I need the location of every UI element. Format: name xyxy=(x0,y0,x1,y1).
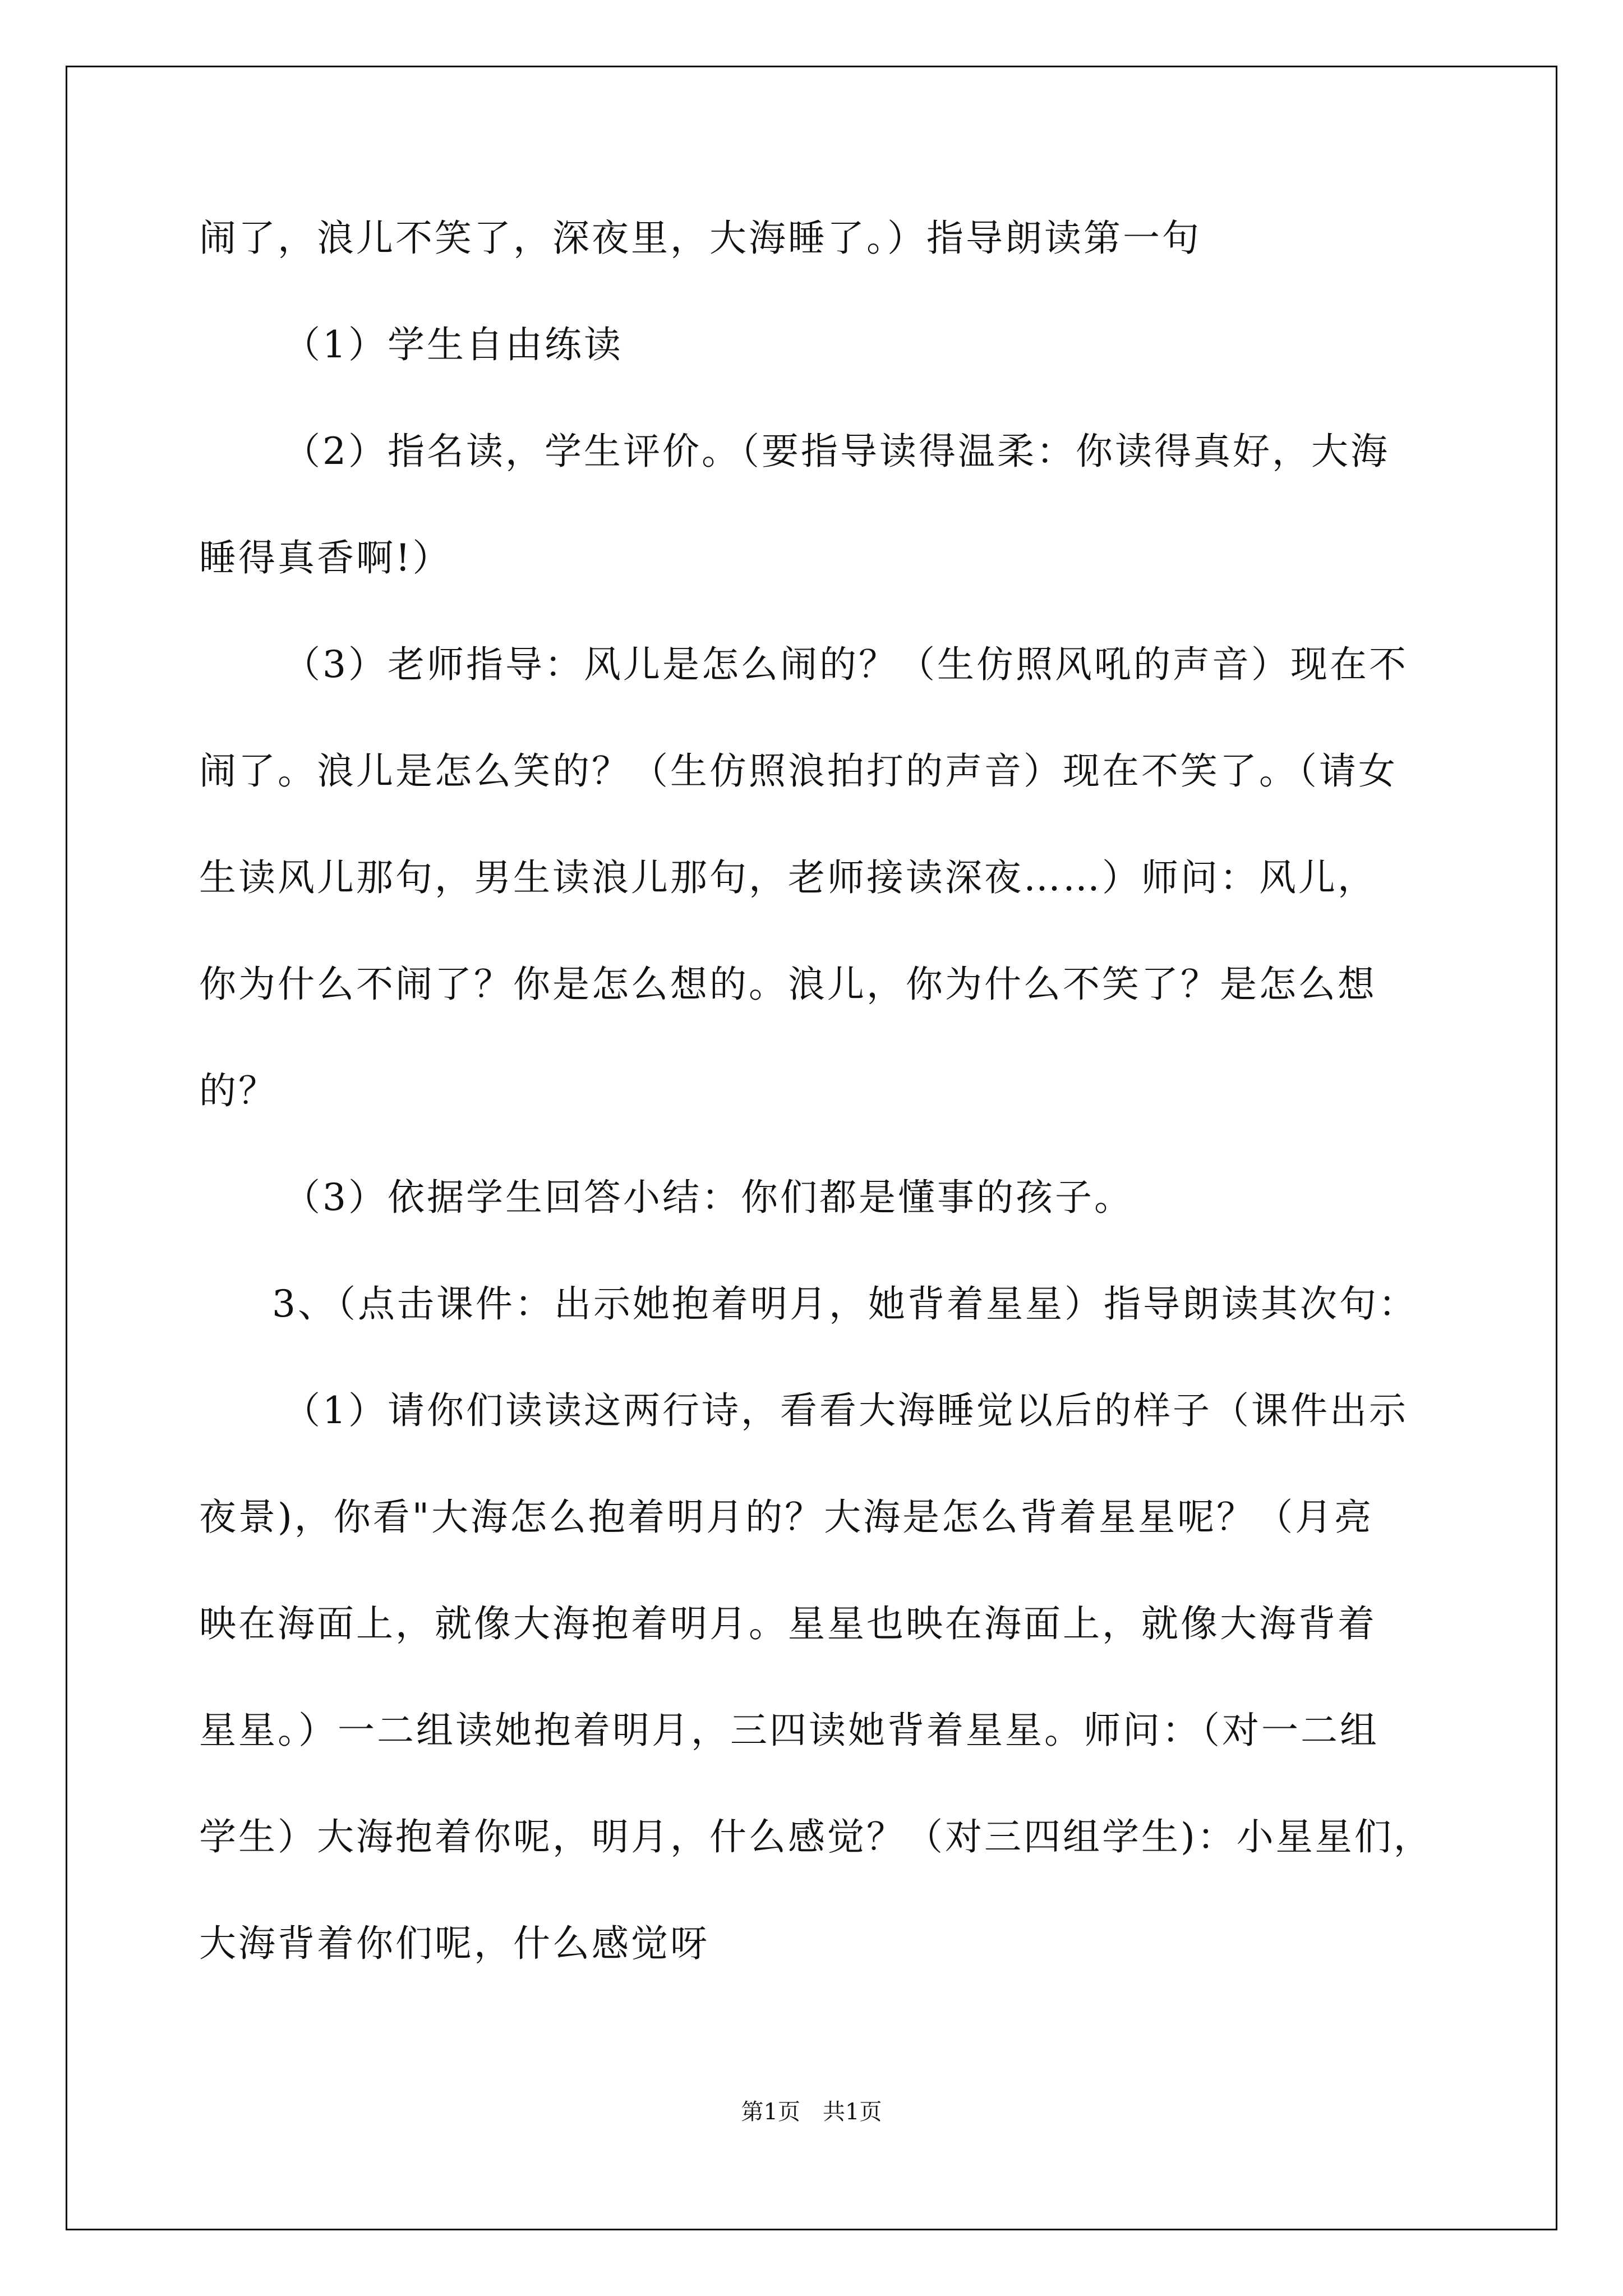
text-line: 3、（点击课件：出示她抱着明月，她背着星星）指导朗读其次句： xyxy=(272,1282,1418,1326)
text-line: 睡得真香啊!） xyxy=(199,536,452,579)
text-line: （1）请你们读读这两行诗，看看大海睡觉以后的样子（课件出示 xyxy=(283,1389,1408,1432)
text-line: （2）指名读，学生评价。（要指导读得温柔：你读得真好，大海 xyxy=(283,430,1390,473)
text-line: 生读风儿那句，男生读浪儿那句，老师接读深夜……）师问：风儿， xyxy=(199,856,1377,899)
text-line: 闹了。浪儿是怎么笑的？（生仿照浪拍打的声音）现在不笑了。（请女 xyxy=(199,749,1398,793)
text-line: 闹了，浪儿不笑了，深夜里，大海睡了。）指导朗读第一句 xyxy=(199,217,1201,260)
text-line: （1）学生自由练读 xyxy=(283,323,623,366)
text-line: 星星。）一二组读她抱着明月，三四读她背着星星。师问：（对一二组 xyxy=(199,1709,1379,1752)
text-line: （3）老师指导：风儿是怎么闹的？（生仿照风吼的声音）现在不 xyxy=(283,643,1408,686)
text-line: 夜景)，你看"大海怎么抱着明月的？大海是怎么背着星星呢？（月亮 xyxy=(199,1496,1374,1539)
page-border xyxy=(66,66,1557,2230)
text-line: 的？ xyxy=(199,1069,278,1112)
text-line: （3）依据学生回答小结：你们都是懂事的孩子。 xyxy=(283,1176,1133,1219)
text-line: 大海背着你们呢，什么感觉呀 xyxy=(199,1922,709,1965)
text-line: 你为什么不闹了？你是怎么想的。浪儿，你为什么不笑了？是怎么想 xyxy=(199,963,1377,1006)
text-line: 映在海面上，就像大海抱着明月。星星也映在海面上，就像大海背着 xyxy=(199,1602,1377,1645)
text-line: 学生）大海抱着你呢，明月，什么感觉？（对三四组学生)：小星星们， xyxy=(199,1815,1433,1858)
page-number-footer: 第1页 共1页 xyxy=(741,2099,882,2125)
